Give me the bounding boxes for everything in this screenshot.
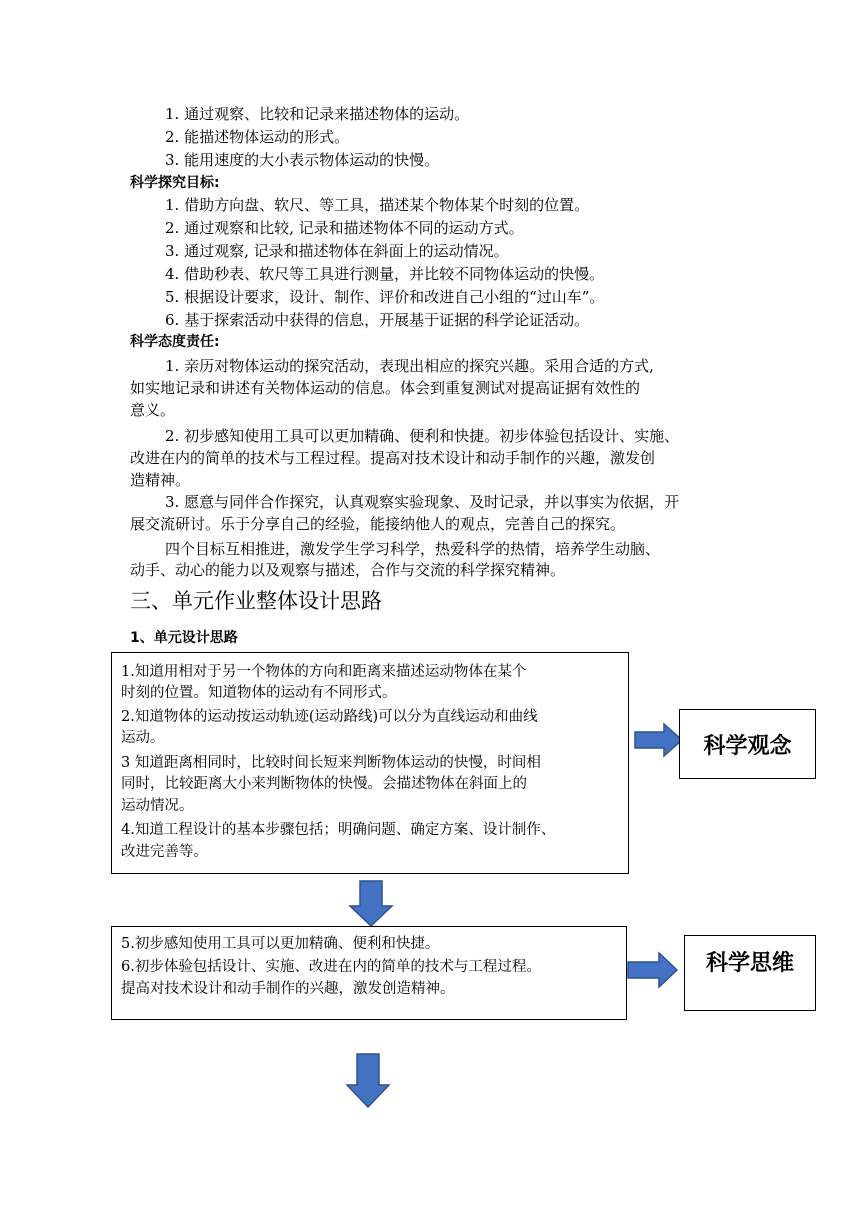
inquiry-item-1: 1. 借助方向盘、软尺、等工具，描述某个物体某个时刻的位置。 [165, 196, 590, 214]
flow-box-1-line: 运动。 [121, 730, 165, 746]
flow-box-1-line: 时刻的位置。知道物体的运动有不同形式。 [121, 685, 397, 701]
flow-box-2-line: 5.初步感知使用工具可以更加精确、便利和快捷。 [121, 936, 440, 952]
right-arrow-icon [627, 952, 679, 988]
inquiry-item-5: 5. 根据设计要求，设计、制作、评价和改进自己小组的“过山车”。 [165, 288, 605, 306]
attitude-p2-line1: 2. 初步感知使用工具可以更加精确、便利和快捷。初步体验包括设计、实施、 [165, 427, 680, 445]
flow-box-1-line: 运动情况。 [121, 798, 194, 814]
flow-box-1-line: 4.知道工程设计的基本步骤包括；明确问题、确定方案、设计制作、 [121, 822, 556, 838]
flow-box-2-line: 提高对技术设计和动手制作的兴趣，激发创造精神。 [121, 981, 455, 997]
flow-box-1-line: 1.知道用相对于另一个物体的方向和距离来描述运动物体在某个 [121, 664, 527, 680]
inquiry-item-3: 3. 通过观察, 记录和描述物体在斜面上的运动情况。 [165, 242, 509, 260]
flow-box-1-line: 同时，比较距离大小来判断物体的快慢。会描述物体在斜面上的 [121, 776, 527, 792]
right-arrow-icon [634, 723, 684, 757]
inquiry-heading: 科学探究目标: [130, 175, 220, 191]
knowledge-goal-3: 3. 能用速度的大小表示物体运动的快慢。 [165, 151, 440, 169]
attitude-p1-line1: 1. 亲历对物体运动的探究活动，表现出相应的探究兴趣。采用合适的方式, [165, 357, 654, 375]
flow-box-1-line: 3 知道距离相同时，比较时间长短来判断物体运动的快慢，时间相 [121, 755, 541, 771]
section-title: 三、单元作业整体设计思路 [130, 589, 382, 613]
flow-box-1-line: 2.知道物体的运动按运动轨迹(运动路线)可以分为直线运动和曲线 [121, 709, 538, 725]
label-science-concept: 科学观念 [679, 709, 816, 779]
attitude-heading: 科学态度责任: [130, 334, 220, 350]
knowledge-goal-1: 1. 通过观察、比较和记录来描述物体的运动。 [165, 105, 470, 123]
attitude-p1-line2: 如实地记录和讲述有关物体运动的信息。体会到重复测试对提高证据有效性的 [130, 379, 641, 397]
knowledge-goal-2: 2. 能描述物体运动的形式。 [165, 128, 350, 146]
inquiry-item-6: 6. 基于探索活动中获得的信息，开展基于证据的科学论证活动。 [165, 311, 590, 329]
attitude-p3-line1: 3. 愿意与同伴合作探究，认真观察实验现象、及时记录，并以事实为依据，开 [165, 493, 680, 511]
inquiry-item-4: 4. 借助秒表、软尺等工具进行测量，并比较不同物体运动的快慢。 [165, 265, 605, 283]
flow-box-1-line: 改进完善等。 [121, 844, 208, 860]
inquiry-item-2: 2. 通过观察和比较, 记录和描述物体不同的运动方式。 [165, 219, 524, 237]
summary-line2: 动手、动心的能力以及观察与描述，合作与交流的科学探究精神。 [130, 561, 566, 579]
down-arrow-icon [350, 880, 394, 928]
label-science-thinking: 科学思维 [684, 935, 816, 1011]
attitude-p2-line3: 造精神。 [130, 471, 191, 489]
attitude-p1-line3: 意义。 [130, 401, 176, 419]
attitude-p3-line2: 展交流研讨。乐于分享自己的经验，能接纳他人的观点，完善自己的探究。 [130, 515, 626, 533]
attitude-p2-line2: 改进在内的简单的技术与工程过程。提高对技术设计和动手制作的兴趣，激发创 [130, 449, 656, 467]
down-arrow-icon [347, 1053, 391, 1109]
summary-line1: 四个目标互相推进，激发学生学习科学，热爱科学的热情，培养学生动脑、 [165, 540, 661, 558]
subsection-title: 1、单元设计思路 [130, 630, 238, 646]
flow-box-2-line: 6.初步体验包括设计、实施、改进在内的简单的技术与工程过程。 [121, 959, 541, 975]
